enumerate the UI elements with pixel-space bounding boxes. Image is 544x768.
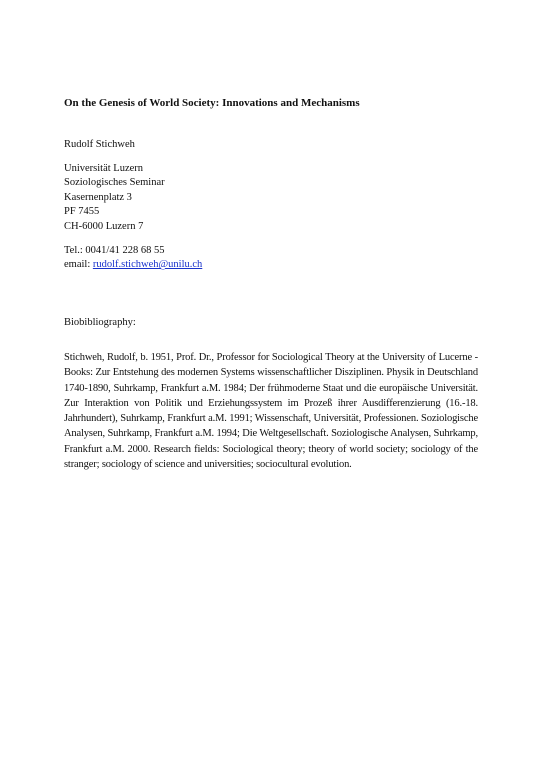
email-link[interactable]: rudolf.stichweh@unilu.ch — [92, 259, 203, 271]
email-label: email: — [64, 259, 93, 271]
address-line-pobox: PF 7455 — [64, 206, 100, 218]
biobibliography-heading: Biobibliography: — [64, 317, 136, 328]
document-title: On the Genesis of World Society: Innovations and Mechanisms — [64, 97, 360, 109]
address-line-department: Soziologisches Seminar — [64, 177, 165, 189]
email-line — [64, 258, 202, 272]
address-line-street: Kasernenplatz 3 — [64, 191, 132, 203]
contact-info — [64, 244, 202, 273]
address-line-institution: Universität Luzern — [64, 163, 144, 174]
postal-address — [64, 162, 165, 234]
address-line-city: CH-6000 Luzern 7 — [64, 220, 144, 232]
biobibliography-paragraph: Stichweh, Rudolf, b. 1951, Prof. Dr., Professor for Sociological Theory at the University of Lucerne - Books: Zur Entstehung des modernen Systems wissenschaftlicher Disziplinen. Physik in Deutschland 1740-1890, Suhrkamp, Frankfurt a.M. 1984; Der frühmoderne Staat und die europäische Universität. Zur Interaktion von Politik und Erziehungssystem im Prozeß ihrer Ausdifferenzierung (16.-18. Jahrhundert), Suhrkamp, Frankfurt a.M. 1991; Wissenschaft, Universität, Professionen. Soziologische Analysen, Suhrkamp, Frankfurt a.M. 1994; Die Weltgesellschaft. Soziologische Analysen, Suhrkamp, Frankfurt a.M. 2000. Research fields: Sociological theory; theory of world society; sociology of the stranger; sociology of science and universities; sociocultural evolution. — [64, 352, 478, 471]
author-name: Rudolf Stichweh — [64, 139, 135, 150]
telephone-line: Tel.: 0041/41 228 68 55 — [64, 245, 165, 256]
